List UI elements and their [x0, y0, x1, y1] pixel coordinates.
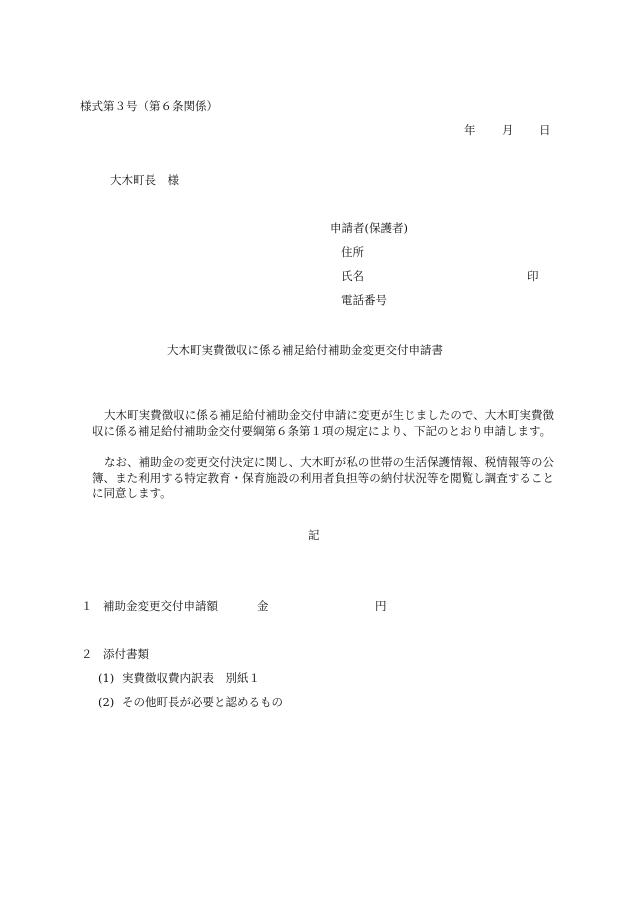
date-month: 月 [502, 123, 514, 137]
form-label: 様式第３号（第６条関係） [80, 99, 218, 113]
seal-mark: 印 [527, 269, 539, 283]
addressee: 大木町長 様 [110, 173, 179, 187]
item2-sub2-text: その他町長が必要と認めるもの [122, 695, 283, 709]
item1-currency-prefix: 金 [257, 599, 269, 613]
applicant-name-label: 氏名 [341, 269, 364, 283]
item1-currency-unit: 円 [375, 599, 387, 613]
date-year: 年 [464, 123, 476, 137]
applicant-phone-label: 電話番号 [341, 293, 387, 307]
item2-sub2-number: (2) [98, 695, 115, 709]
item2-sub1-number: (1) [98, 671, 115, 685]
body-paragraph-1: 大木町実費徴収に係る補足給付補助金交付申請に変更が生じましたので、大木町実費徴収に係る補足給付補助金交付要綱第６条第１項の規定により、下記のとおり申請します。 [92, 408, 554, 438]
body-paragraph-2: なお、補助金の変更交付決定に関し、大木町が私の世帯の生活保護情報、税情報等の公簿、また利用する特定教育・保育施設の利用者負担等の納付状況等を閲覧し調査することに同意します。 [92, 455, 554, 500]
item2-sub1-text: 実費徴収費内訳表 別紙１ [122, 671, 260, 685]
item2-label: 添付書類 [103, 647, 149, 661]
applicant-heading: 申請者(保護者) [330, 221, 408, 235]
date-day: 日 [539, 123, 551, 137]
document-title: 大木町実費徴収に係る補足給付補助金変更交付申請書 [167, 343, 443, 357]
item1-label: 補助金変更交付申請額 [103, 599, 218, 613]
applicant-address-label: 住所 [341, 245, 364, 259]
item2-number: ２ [81, 647, 93, 661]
item1-number: １ [81, 599, 93, 613]
ki-heading: 記 [308, 528, 320, 542]
